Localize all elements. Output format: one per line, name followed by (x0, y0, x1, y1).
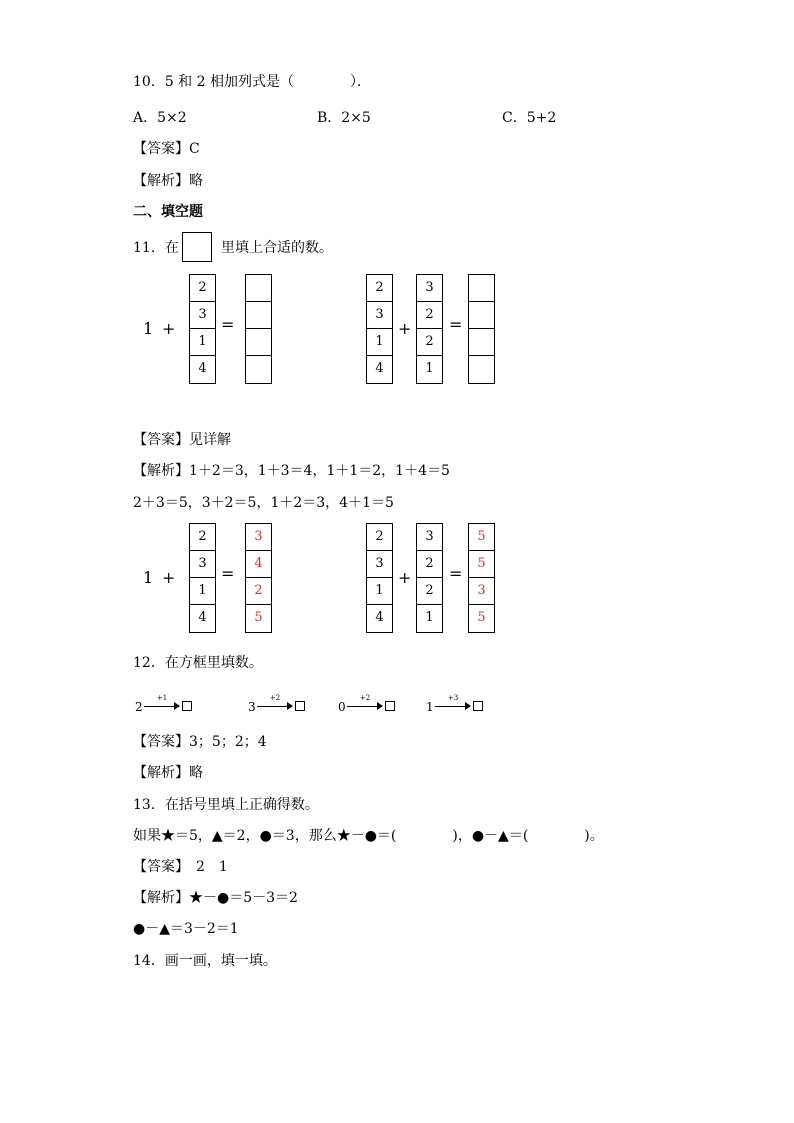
q12-start-2: 3 (248, 700, 256, 714)
cell: 2 (417, 302, 442, 329)
arrow-icon (347, 694, 383, 712)
blank-cell[interactable] (469, 356, 494, 383)
q13-line: 如果★＝5，▲＝2，●＝3，那么★－●＝( )，●－▲＝( )。 (133, 828, 604, 844)
q10-option-b: B．2×5 (317, 110, 371, 126)
q11-solution-column-b (366, 523, 393, 633)
cell: 1 (425, 610, 434, 625)
cell: 2 (367, 524, 392, 551)
q11-column-b (366, 274, 393, 384)
q10-stem: 10．5 和 2 相加列式是（ ）． (133, 74, 371, 90)
cell: 3 (417, 524, 442, 551)
q11-equals-2: = (449, 315, 463, 334)
cell: 1 (425, 361, 434, 376)
blank-cell[interactable] (469, 275, 494, 302)
cell: 3 (367, 302, 392, 329)
q12-answer-box-4[interactable] (473, 701, 483, 711)
q13-analysis-line1: 【解析】★－●＝5－3＝2 (133, 890, 298, 906)
q11-solution-equals-2: = (449, 564, 463, 583)
cell: 2 (417, 551, 442, 578)
q13-stem: 13．在括号里填上正确得数。 (133, 797, 319, 813)
cell: 1 (367, 329, 392, 356)
cell: 1 (190, 578, 215, 605)
cell: 2 (367, 275, 392, 302)
q11-solution-column-c (416, 523, 443, 633)
blank-cell[interactable] (246, 302, 271, 329)
cell: 4 (375, 361, 384, 376)
q12-op-1: +1 (156, 694, 168, 702)
result-cell: 5 (469, 524, 494, 551)
arrow-icon (257, 694, 293, 712)
cell: 4 (375, 610, 384, 625)
q12-answer-box-2[interactable] (295, 701, 305, 711)
cell: 3 (190, 551, 215, 578)
q12-op-4: +3 (447, 694, 459, 702)
q11-column-c (416, 274, 443, 384)
q11-result-column-1 (245, 523, 272, 633)
q12-op-2: +2 (269, 694, 281, 702)
blank-cell[interactable] (246, 356, 271, 383)
cell: 2 (190, 275, 215, 302)
q11-result-column-2 (468, 523, 495, 633)
q11-solution-plus: + (162, 568, 176, 587)
q12-analysis: 【解析】略 (133, 765, 203, 781)
q11-answer: 【答案】见详解 (133, 432, 231, 448)
q10-option-c: C．5+2 (502, 110, 557, 126)
cell: 3 (190, 302, 215, 329)
q11-one: 1 (143, 319, 154, 338)
cell: 2 (190, 524, 215, 551)
q12-answer: 【答案】3；5；2；4 (133, 734, 267, 750)
q12-start-3: 0 (338, 700, 346, 714)
blank-cell[interactable] (246, 275, 271, 302)
q12-start-4: 1 (426, 700, 434, 714)
q11-equals: = (221, 315, 235, 334)
q11-blank-column-1[interactable] (245, 274, 272, 384)
section-title: 二、填空题 (133, 204, 203, 220)
q12-start-1: 2 (135, 700, 143, 714)
cell: 4 (198, 361, 207, 376)
q11-column-a (189, 274, 216, 384)
result-cell: 3 (469, 578, 494, 605)
cell: 2 (417, 329, 442, 356)
q11-plus: + (162, 319, 176, 338)
q12-op-3: +2 (359, 694, 371, 702)
q13-analysis-line2: ●－▲＝3－2＝1 (133, 921, 239, 937)
q11-stem-prefix: 11．在 (133, 240, 179, 256)
q12-answer-box-3[interactable] (385, 701, 395, 711)
q12-answer-box-1[interactable] (182, 701, 192, 711)
cell: 2 (417, 578, 442, 605)
result-cell: 2 (246, 578, 271, 605)
q13-answer: 【答案】 2 1 (133, 859, 228, 875)
q11-blank-column-2[interactable] (468, 274, 495, 384)
result-cell: 5 (254, 610, 263, 625)
q10-option-a: A．5×2 (133, 110, 187, 126)
result-cell: 5 (477, 610, 486, 625)
q14-stem: 14．画一画，填一填。 (133, 953, 277, 969)
q11-analysis-line1: 【解析】1＋2＝3，1＋3＝4，1＋1＝2，1＋4＝5 (133, 463, 450, 479)
result-cell: 5 (469, 551, 494, 578)
q10-answer: 【答案】C (133, 141, 200, 157)
q11-plus-2: + (398, 319, 412, 338)
blank-cell[interactable] (469, 302, 494, 329)
q11-sample-box (182, 232, 212, 262)
q11-solution-one: 1 (143, 568, 154, 587)
q11-solution-column-a (189, 523, 216, 633)
cell: 1 (190, 329, 215, 356)
cell: 3 (367, 551, 392, 578)
q11-solution-plus-2: + (398, 568, 412, 587)
cell: 1 (367, 578, 392, 605)
cell: 4 (198, 610, 207, 625)
q11-analysis-line2: 2＋3＝5，3＋2＝5，1＋2＝3，4＋1＝5 (133, 495, 394, 511)
arrow-icon (435, 694, 471, 712)
blank-cell[interactable] (469, 329, 494, 356)
q11-solution-equals: = (221, 564, 235, 583)
blank-cell[interactable] (246, 329, 271, 356)
result-cell: 3 (246, 524, 271, 551)
q10-analysis: 【解析】略 (133, 173, 203, 189)
q11-stem-suffix: 里填上合适的数。 (221, 240, 333, 256)
cell: 3 (417, 275, 442, 302)
q12-stem: 12．在方框里填数。 (133, 655, 263, 671)
result-cell: 4 (246, 551, 271, 578)
arrow-icon (144, 694, 180, 712)
